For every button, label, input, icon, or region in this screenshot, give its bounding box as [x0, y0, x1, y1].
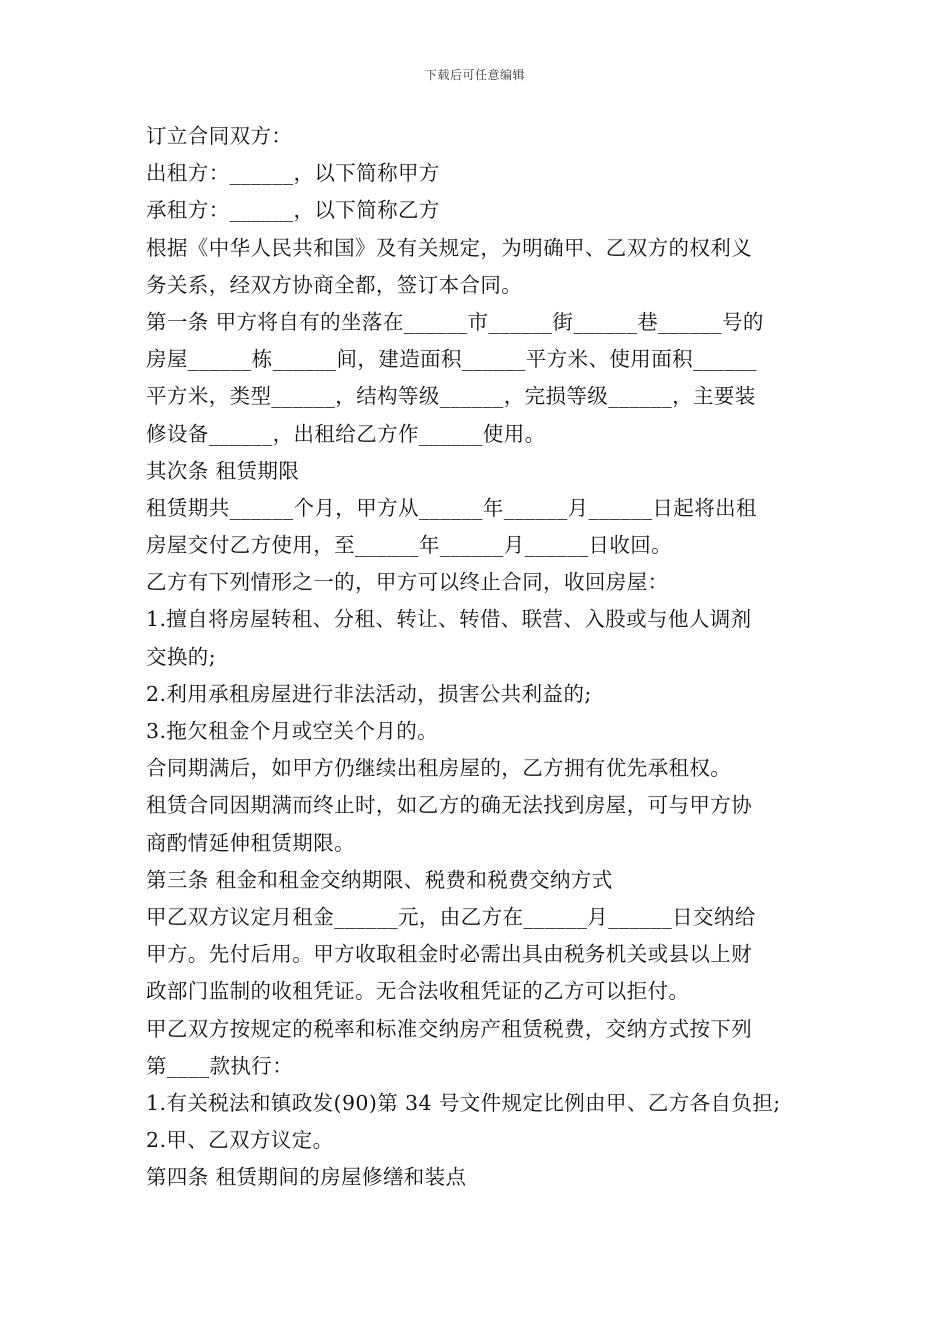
text-line: 务关系，经双方协商全都，签订本合同。 — [146, 272, 523, 297]
text-line: 政部门监制的收租凭证。无合法收租凭证的乙方可以拒付。 — [146, 979, 690, 1004]
text-line: 第一条 甲方将自有的坐落在______市______街______巷______号的 — [146, 309, 764, 334]
text-line: 租赁合同因期满而终止时，如乙方的确无法找到房屋，可与甲方协 — [146, 793, 753, 818]
text-line: 租赁期共______个月，甲方从______年______月______日起将出租 — [146, 495, 757, 520]
text-line: 甲乙双方议定月租金______元，由乙方在______月______日交纳给 — [146, 904, 756, 929]
text-line: 1.有关税法和镇政发(90)第 34 号文件规定比例由甲、乙方各自负担; — [146, 1090, 781, 1115]
text-line: 第三条 租金和租金交纳期限、税费和税费交纳方式 — [146, 867, 613, 892]
text-line: 第____款执行： — [146, 1053, 294, 1078]
text-line: 订立合同双方： — [146, 124, 293, 148]
text-line: 承租方：______，以下简称乙方 — [146, 198, 440, 223]
text-line: 2.甲、乙双方议定。 — [146, 1128, 334, 1153]
text-line: 第四条 租赁期间的房屋修缮和装点 — [146, 1165, 467, 1190]
text-line: 甲乙双方按规定的税率和标准交纳房产租赁税费，交纳方式按下列 — [146, 1016, 753, 1041]
text-line: 2.利用承租房屋进行非法活动，损害公共利益的; — [146, 681, 592, 706]
text-line: 修设备______，出租给乙方作______使用。 — [146, 421, 546, 446]
text-line: 其次条 租赁期限 — [146, 458, 300, 483]
text-line: 房屋交付乙方使用，至______年______月______日收回。 — [146, 533, 673, 558]
text-line: 根据《中华人民共和国》及有关规定，为明确甲、乙双方的权利义 — [146, 235, 753, 260]
text-line: 交换的; — [146, 644, 217, 669]
text-line: 商酌情延伸租赁期限。 — [146, 830, 355, 855]
text-line: 合同期满后，如甲方仍继续出租房屋的，乙方拥有优先承租权。 — [146, 756, 732, 781]
text-line: 房屋______栋______间，建造面积______平方米、使用面积______ — [146, 347, 757, 372]
text-line: 平方米，类型______，结构等级______，完损等级______，主要装 — [146, 384, 756, 409]
text-line: 出租方：______，以下简称甲方 — [146, 161, 440, 186]
text-line: 3.拖欠租金个月或空关个月的。 — [146, 719, 439, 743]
text-line: 乙方有下列情形之一的，甲方可以终止合同，收回房屋： — [146, 570, 669, 595]
page-header: 下载后可任意编辑 — [424, 68, 525, 82]
text-line: 甲方。先付后用。甲方收取租金时必需出具由税务机关或县以上财 — [146, 942, 753, 967]
document-body — [146, 118, 816, 1196]
text-line: 1.擅自将房屋转租、分租、转让、转借、联营、入股或与他人调剂 — [146, 607, 752, 632]
